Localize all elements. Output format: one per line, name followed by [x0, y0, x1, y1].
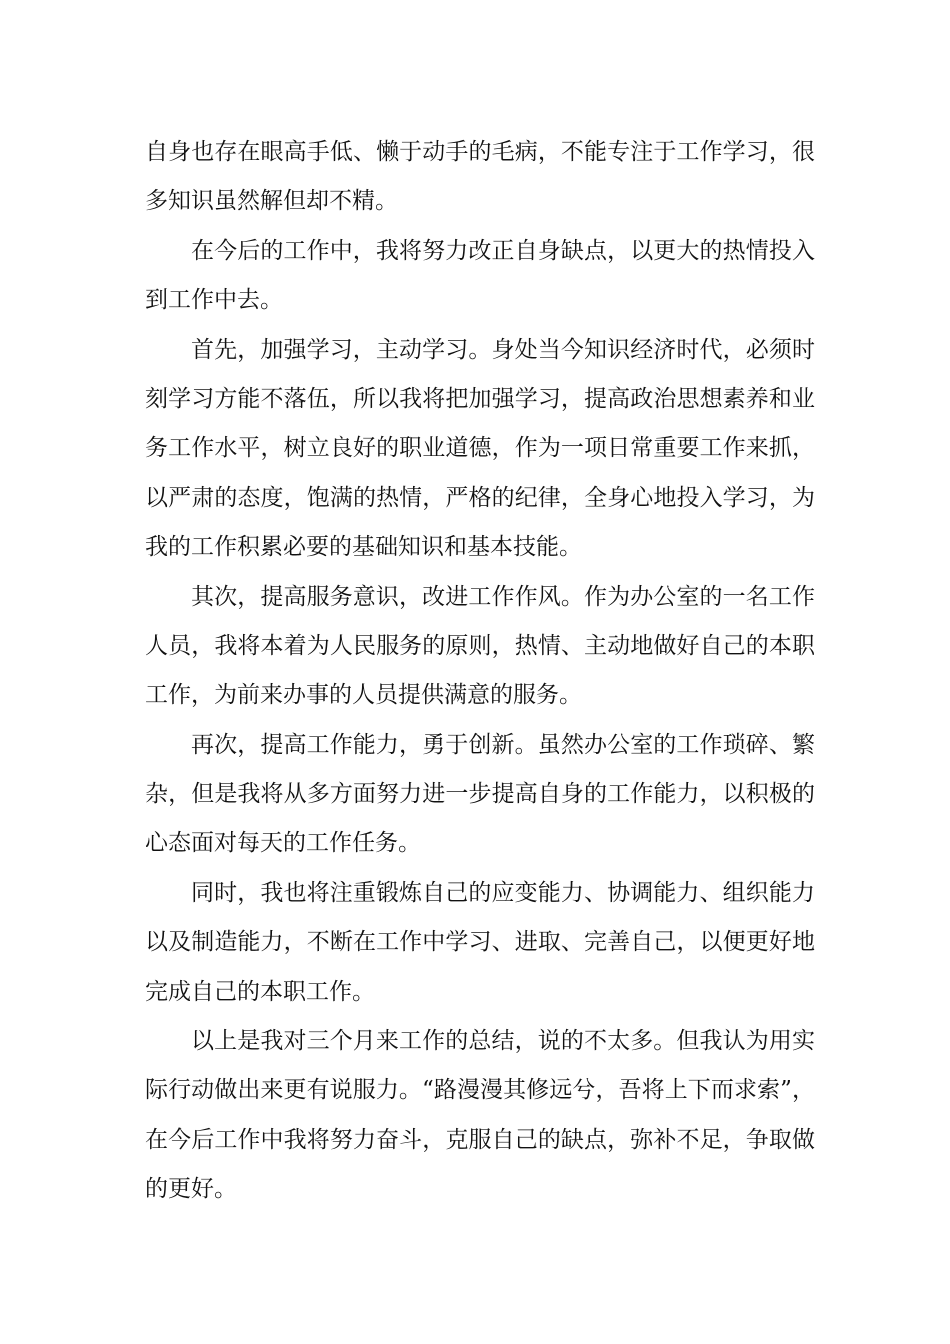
text-line: 务工作水平，树立良好的职业道德，作为一项日常重要工作来抓，	[145, 435, 815, 462]
text-line: 际行动做出来更有说服力。“路漫漫其修远兮，吾将上下而求索”，	[145, 1077, 815, 1104]
text-line: 多知识虽然解但却不精。	[145, 188, 398, 215]
paragraph-first-line: 在今后的工作中，我将努力改正自身缺点，以更大的热情投入	[191, 237, 815, 264]
text-line: 的更好。	[145, 1176, 237, 1203]
text-line: 以严肃的态度，饱满的热情，严格的纪律，全身心地投入学习，为	[145, 484, 815, 511]
paragraph-first-line: 其次，提高服务意识，改进工作作风。作为办公室的一名工作	[191, 583, 815, 610]
text-line: 以及制造能力，不断在工作中学习、进取、完善自己，以便更好地	[145, 929, 815, 956]
text-line: 杂，但是我将从多方面努力进一步提高自身的工作能力，以积极的	[145, 781, 815, 808]
text-line: 在今后工作中我将努力奋斗，克服自己的缺点，弥补不足，争取做	[145, 1126, 815, 1153]
text-line: 工作，为前来办事的人员提供满意的服务。	[145, 682, 582, 709]
document-body	[145, 128, 815, 1215]
paragraph-first-line: 再次，提高工作能力，勇于创新。虽然办公室的工作琐碎、繁	[191, 731, 815, 758]
text-line: 我的工作积累必要的基础知识和基本技能。	[145, 534, 582, 561]
paragraph-first-line: 以上是我对三个月来工作的总结，说的不太多。但我认为用实	[191, 1028, 815, 1055]
text-line: 刻学习方能不落伍，所以我将把加强学习，提高政治思想素养和业	[145, 385, 815, 412]
paragraph-first-line: 首先，加强学习，主动学习。身处当今知识经济时代，必须时	[191, 336, 815, 363]
text-line: 心态面对每天的工作任务。	[145, 830, 421, 857]
text-line: 人员，我将本着为人民服务的原则，热情、主动地做好自己的本职	[145, 632, 815, 659]
text-line: 到工作中去。	[145, 287, 283, 314]
text-line: 完成自己的本职工作。	[145, 978, 375, 1005]
paragraph-first-line: 同时，我也将注重锻炼自己的应变能力、协调能力、组织能力	[191, 879, 815, 906]
text-line: 自身也存在眼高手低、懒于动手的毛病，不能专注于工作学习，很	[145, 139, 815, 165]
